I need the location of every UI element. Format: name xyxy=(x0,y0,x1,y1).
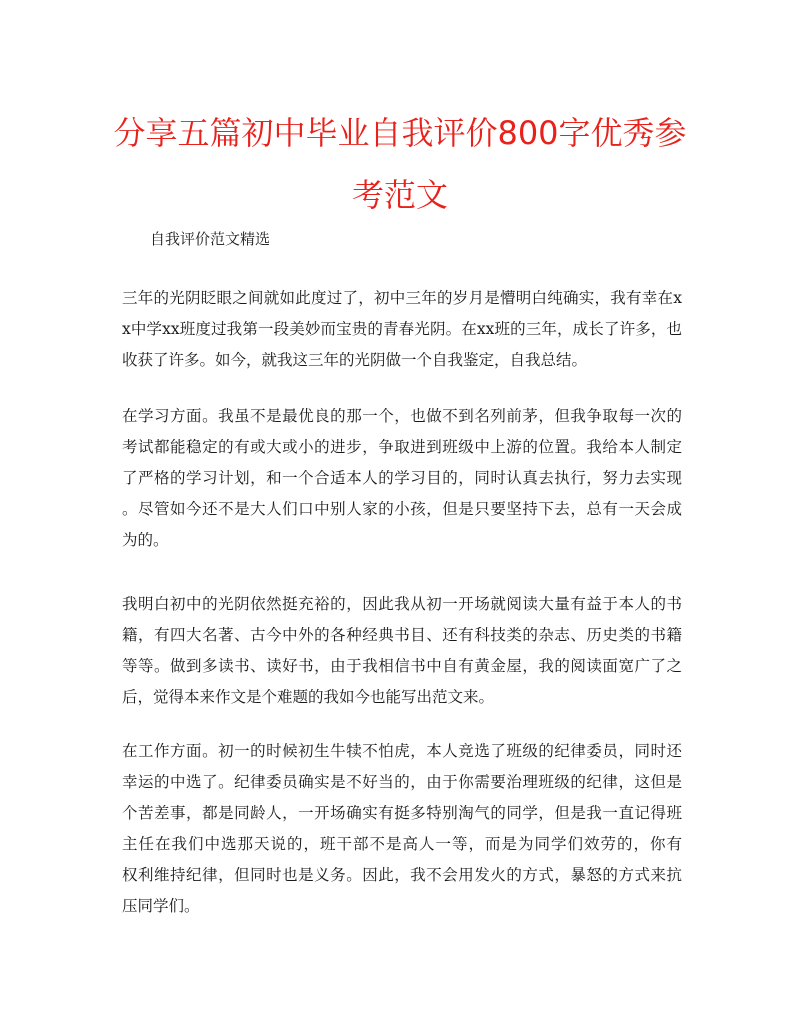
paragraph-line: x中学xx班度过我第一段美妙而宝贵的青春光阴。在xx班的三年，成长了许多，也 xyxy=(122,320,682,338)
paragraph-line: 后，觉得本来作文是个难题的我如今也能写出范文来。 xyxy=(122,688,495,706)
paragraph-line: 我明白初中的光阴依然挺充裕的，因此我从初一开场就阅读大量有益于本人的书 xyxy=(122,595,682,613)
paragraph-reading xyxy=(122,589,682,713)
paragraph-work xyxy=(122,736,682,922)
paragraph-study xyxy=(122,401,682,556)
document-subtitle: 自我评价范文精选 xyxy=(150,230,271,248)
paragraph-line: 等等。做到多读书、读好书，由于我相信书中自有黄金屋，我的阅读面宽广了之 xyxy=(122,657,682,675)
paragraph-line: 。尽管如今还不是大人们口中别人家的小孩，但是只要坚持下去，总有一天会成 xyxy=(122,500,682,518)
document-title-line-2: 考范文 xyxy=(351,176,448,214)
paragraph-line: 收获了许多。如今，就我这三年的光阴做一个自我鉴定，自我总结。 xyxy=(122,351,588,369)
paragraph-line: 压同学们。 xyxy=(122,897,200,915)
paragraph-line: 籍，有四大名著、古今中外的各种经典书目、还有科技类的杂志、历史类的书籍 xyxy=(122,626,682,644)
paragraph-line: 权利维持纪律，但同时也是义务。因此，我不会用发火的方式，暴怒的方式来抗 xyxy=(122,866,682,884)
paragraph-line: 为的。 xyxy=(122,531,169,549)
paragraph-line: 了严格的学习计划，和一个合适本人的学习目的，同时认真去执行，努力去实现 xyxy=(122,469,682,487)
paragraph-intro xyxy=(122,283,682,376)
paragraph-line: 个苦差事，都是同龄人，一开场确实有挺多特别淘气的同学，但是我一直记得班 xyxy=(122,804,682,822)
paragraph-line: 三年的光阴眨眼之间就如此度过了，初中三年的岁月是懵明白纯确实，我有幸在x xyxy=(122,289,682,307)
paragraph-line: 在学习方面。我虽不是最优良的那一个，也做不到名列前茅，但我争取每一次的 xyxy=(122,407,682,425)
paragraph-line: 主任在我们中选那天说的，班干部不是高人一等，而是为同学们效劳的，你有 xyxy=(122,835,682,853)
paragraph-line: 幸运的中选了。纪律委员确实是不好当的，由于你需要治理班级的纪律，这但是 xyxy=(122,773,682,791)
document-title-line-1: 分享五篇初中毕业自我评价800字优秀参 xyxy=(113,114,687,152)
paragraph-line: 考试都能稳定的有或大或小的进步，争取进到班级中上游的位置。我给本人制定 xyxy=(122,438,682,456)
paragraph-line: 在工作方面。初一的时候初生牛犊不怕虎，本人竞选了班级的纪律委员，同时还 xyxy=(122,742,682,760)
